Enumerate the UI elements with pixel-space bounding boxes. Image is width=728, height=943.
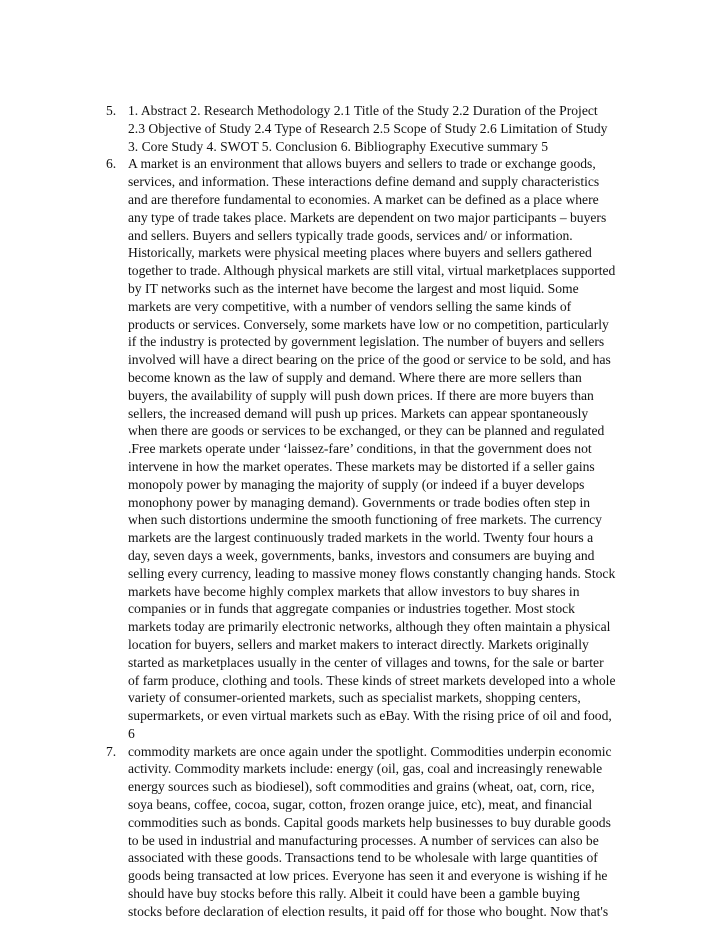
list-item-text: 1. Abstract 2. Research Methodology 2.1 Title of the Study 2.2 Duration of the Project 2.3 Objective of Study 2.4 Type of Research 2.5 Scope of Study 2.6 Limitation of Study 3. Core Study 4. SWOT 5. Conclusion 6. Bibliography Executive summary 5 xyxy=(128,103,608,154)
list-item-number: 6. xyxy=(106,156,117,172)
list-item-number: 7. xyxy=(106,743,117,759)
list-item xyxy=(106,743,642,921)
list-item-text: A market is an environment that allows buyers and sellers to trade or exchange goods, services, and information. These interactions define demand and supply characteristics and are therefore fundamental to economies. A market can be defined as a place where any type of trade takes place. Markets are dependent on two major participants – buyers and sellers. Buyers and sellers typically trade goods, services and/ or information. Historically, markets were physical meeting places where buyers and sellers gathered together to trade. Although physical markets are still vital, virtual marketplaces supported by IT networks such as the internet have become the largest and most liquid. Some markets are very competitive, with a number of vendors selling the same kinds of products or services. Conversely, some markets have low or no competition, particularly if the industry is protected by government legislation. The number of buyers and sellers involved will have a direct bearing on the price of the good or service to be sold, and has become known as the law of supply and demand. Where there are more sellers than buyers, the availability of supply will push down prices. If there are more buyers than sellers, the increased demand will push up prices. Markets can appear spontaneously when there are goods or services to be exchanged, or they can be planned and regulated .Free markets operate under ‘laissez-fare’ conditions, in that the government does not intervene in how the market operates. These markets may be distorted if a seller gains monopoly power by managing the majority of supply (or indeed if a buyer develops monophony power by managing demand). Governments or trade bodies often step in when such distortions undermine the smooth functioning of free markets. The currency markets are the largest continuously traded markets in the world. Twenty four hours a day, seven days a week, governments, banks, investors and consumers are buying and selling every currency, leading to massive money flows constantly changing hands. Stock markets have become highly complex markets that allow investors to buy shares in companies or in funds that aggregate companies or industries together. Most stock markets today are primarily electronic networks, although they often maintain a physical location for buyers, sellers and market makers to interact directly. Markets originally started as marketplaces usually in the center of villages and towns, for the sale or barter of farm produce, clothing and tools. These kinds of street markets developed into a whole variety of consumer-oriented markets, such as specialist markets, shopping centers, supermarkets, or even virtual markets such as eBay. With the rising price of oil and food, 6 xyxy=(128,156,616,741)
list-item-number: 5. xyxy=(106,103,117,118)
list-item xyxy=(106,155,642,742)
list-item xyxy=(106,102,642,155)
list-item-text: commodity markets are once again under the spotlight. Commodities underpin economic activity. Commodity markets include: energy (oil, gas, coal and increasingly renewable energy sources such as biodiesel), soft commodities and grains (wheat, oat, corn, rice, soya beans, coffee, cocoa, sugar, cotton, frozen orange juice, etc), meat, and financial commodities such as bonds. Capital goods markets help businesses to buy durable goods to be used in industrial and manufacturing processes. A number of services can also be associated with these goods. Transactions tend to be wholesale with large quantities of goods being transacted at low prices. Everyone has seen it and everyone is wishing if he should have buy stocks before this rally. Albeit it could have been a gamble buying stocks before declaration of election results, it paid off for those who bought. Now that's xyxy=(128,743,612,919)
numbered-list xyxy=(106,102,642,921)
